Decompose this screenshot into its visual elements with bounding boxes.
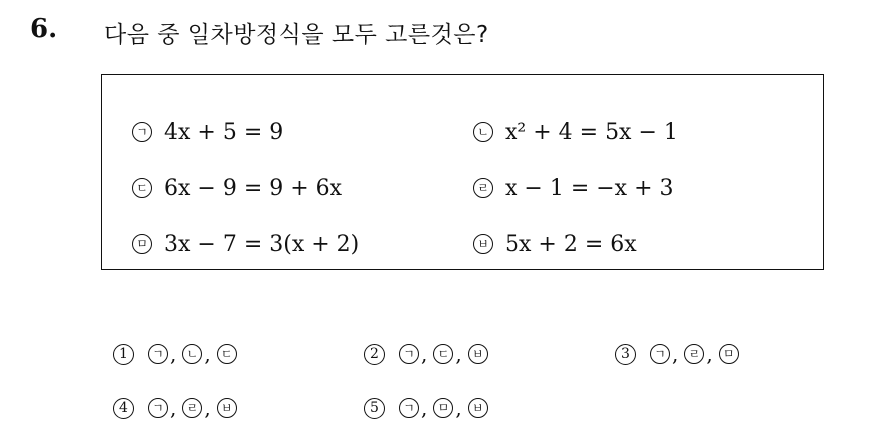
choice-marker: ㄱ — [148, 398, 168, 418]
answer-choice-3[interactable] — [615, 339, 739, 369]
choice-marker: ㅂ — [217, 398, 237, 418]
choice-marker: ㄴ — [182, 344, 202, 364]
equation-text: x² + 4 = 5x − 1 — [505, 119, 678, 145]
answer-choice-4[interactable] — [113, 393, 237, 423]
equation-text: 3x − 7 = 3(x + 2) — [164, 231, 360, 257]
answer-choice-2[interactable] — [364, 339, 488, 369]
equation-item-6 — [473, 228, 637, 260]
choice-marker: ㄱ — [148, 344, 168, 364]
equation-item-3 — [132, 172, 342, 204]
choice-number: 2 — [364, 344, 385, 365]
choice-marker: ㄹ — [182, 398, 202, 418]
choice-number: 3 — [615, 344, 636, 365]
equation-text: x − 1 = −x + 3 — [505, 175, 674, 201]
equation-item-2 — [473, 116, 678, 148]
choice-marker: ㅂ — [468, 344, 488, 364]
choice-marker: ㄷ — [433, 344, 453, 364]
choice-number: 5 — [364, 398, 385, 419]
separator: , — [204, 342, 211, 366]
choice-markers — [148, 396, 237, 420]
equation-text: 4x + 5 = 9 — [164, 119, 284, 145]
equation-text: 6x − 9 = 9 + 6x — [164, 175, 343, 201]
answer-choice-1[interactable] — [113, 339, 237, 369]
equation-item-4 — [473, 172, 674, 204]
separator: , — [170, 396, 177, 420]
separator: , — [204, 396, 211, 420]
choice-markers — [399, 396, 488, 420]
choice-markers — [148, 342, 237, 366]
choice-markers — [650, 342, 739, 366]
equation-marker: ㄴ — [473, 122, 493, 142]
choice-marker: ㄱ — [399, 344, 419, 364]
choice-marker: ㄹ — [684, 344, 704, 364]
equation-item-1 — [132, 116, 283, 148]
separator: , — [421, 396, 428, 420]
equation-marker: ㄹ — [473, 178, 493, 198]
separator: , — [455, 396, 462, 420]
separator: , — [421, 342, 428, 366]
equation-marker: ㅂ — [473, 234, 493, 254]
separator: , — [170, 342, 177, 366]
separator: , — [706, 342, 713, 366]
choice-number: 4 — [113, 398, 134, 419]
equation-marker: ㄱ — [132, 122, 152, 142]
question-text: 다음 중 일차방정식을 모두 고른것은? — [104, 22, 489, 48]
choice-marker: ㄷ — [217, 344, 237, 364]
choice-number: 1 — [113, 344, 134, 365]
question-number: 6. — [30, 14, 58, 44]
answer-choice-5[interactable] — [364, 393, 488, 423]
equation-item-5 — [132, 228, 359, 260]
choice-marker: ㅁ — [719, 344, 739, 364]
separator: , — [455, 342, 462, 366]
equation-box — [101, 74, 824, 270]
equation-marker: ㄷ — [132, 178, 152, 198]
equation-text: 5x + 2 = 6x — [505, 231, 637, 257]
choice-marker: ㄱ — [399, 398, 419, 418]
choice-marker: ㅁ — [433, 398, 453, 418]
choice-marker: ㅂ — [468, 398, 488, 418]
choice-marker: ㄱ — [650, 344, 670, 364]
choice-markers — [399, 342, 488, 366]
separator: , — [672, 342, 679, 366]
equation-marker: ㅁ — [132, 234, 152, 254]
